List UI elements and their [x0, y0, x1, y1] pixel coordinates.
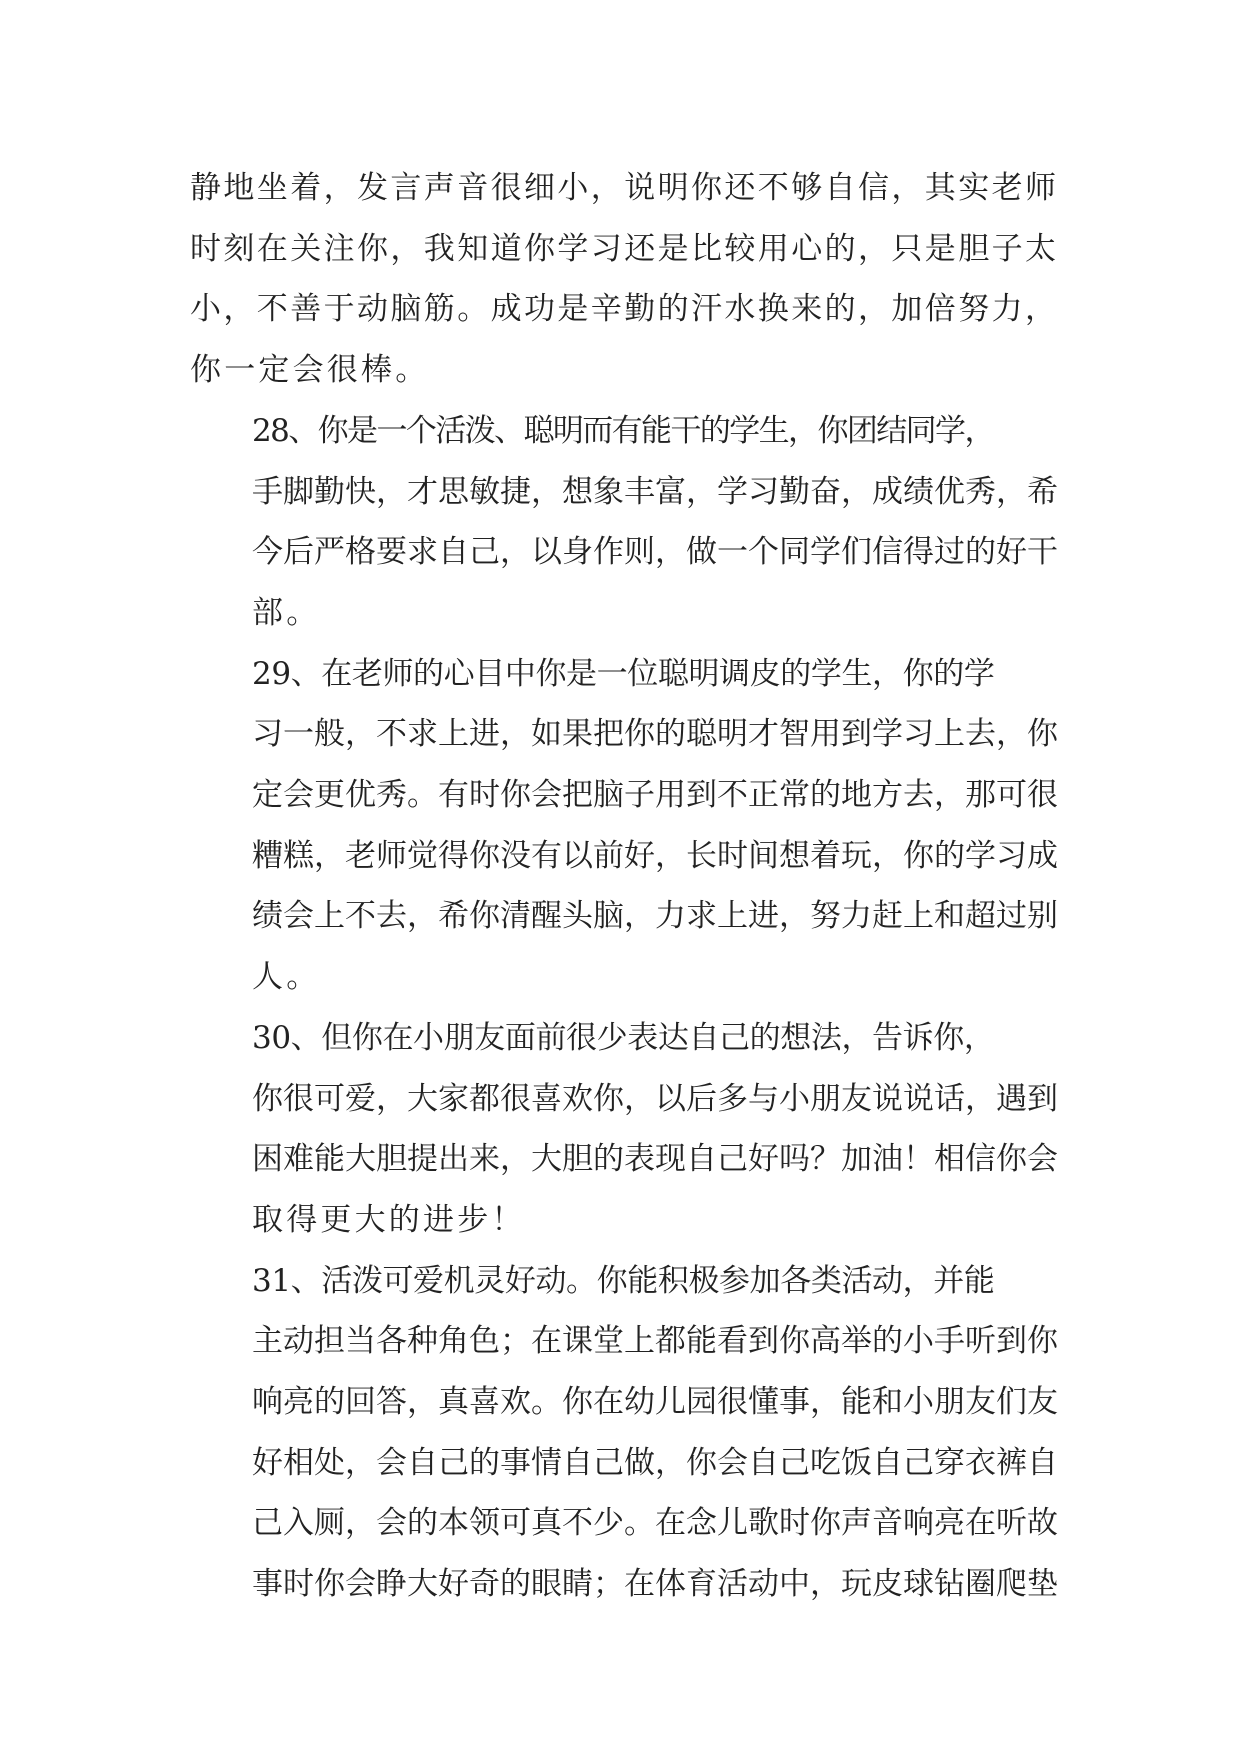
- text-line: 你很可爱，大家都很喜欢你，以后多与小朋友说说话，遇到: [252, 1080, 1058, 1117]
- text-line: 取得更大的进步！: [252, 1201, 526, 1238]
- text-line: 28、你是一个活泼、聪明而有能干的学生，你团结同学，: [252, 412, 994, 449]
- text-line: 部。: [252, 594, 321, 631]
- paragraph-1: [190, 158, 1060, 401]
- text-line: 主动担当各种角色；在课堂上都能看到你高举的小手听到你: [252, 1323, 1058, 1360]
- text-line: 好相处，会自己的事情自己做，你会自己吃饭自己穿衣裤自: [252, 1444, 1058, 1481]
- text-line: 小，不善于动脑筋。成功是辛勤的汗水换来的，加倍努力，: [190, 291, 1059, 328]
- paragraph-29: [190, 644, 1060, 1008]
- text-line: 困难能大胆提出来，大胆的表现自己好吗？加油！相信你会: [252, 1141, 1058, 1178]
- text-line: 响亮的回答，真喜欢。你在幼儿园很懂事，能和小朋友们友: [252, 1384, 1058, 1421]
- text-line: 事时你会睁大好奇的眼睛；在体育活动中，玩皮球钻圈爬垫: [252, 1566, 1058, 1603]
- document-body: [190, 158, 1060, 1615]
- text-line: 静地坐着，发言声音很细小，说明你还不够自信，其实老师: [190, 170, 1059, 206]
- paragraph-28: [190, 401, 1060, 644]
- text-line: 今后严格要求自己，以身作则，做一个同学们信得过的好干: [252, 534, 1058, 571]
- paragraph-31: [190, 1251, 1060, 1615]
- text-line: 人。: [252, 959, 321, 996]
- text-line: 绩会上不去，希你清醒头脑，力求上进，努力赶上和超过别: [252, 898, 1058, 935]
- text-line: 29、在老师的心目中你是一位聪明调皮的学生，你的学: [252, 655, 995, 692]
- text-line: 定会更优秀。有时你会把脑子用到不正常的地方去，那可很: [252, 777, 1058, 814]
- text-line: 糟糕，老师觉得你没有以前好，长时间想着玩，你的学习成: [252, 837, 1058, 874]
- text-line: 你一定会很棒。: [190, 352, 430, 389]
- text-line: 己入厕，会的本领可真不少。在念儿歌时你声音响亮在听故: [252, 1505, 1058, 1542]
- text-line: 手脚勤快，才思敏捷，想象丰富，学习勤奋，成绩优秀，希: [252, 473, 1058, 510]
- text-line: 30、但你在小朋友面前很少表达自己的想法，告诉你，: [252, 1019, 995, 1056]
- text-line: 31、活泼可爱机灵好动。你能积极参加各类活动，并能: [252, 1262, 995, 1299]
- text-line: 时刻在关注你，我知道你学习还是比较用心的，只是胆子太: [190, 230, 1059, 267]
- text-line: 习一般，不求上进，如果把你的聪明才智用到学习上去，你: [252, 716, 1058, 753]
- paragraph-30: [190, 1008, 1060, 1251]
